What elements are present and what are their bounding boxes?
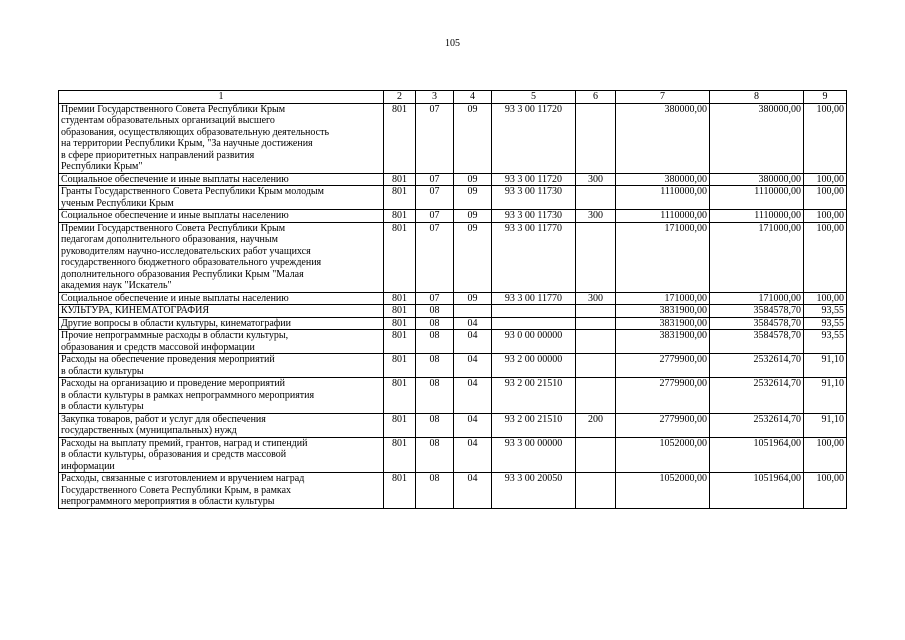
item-name-line: информации	[61, 460, 115, 472]
item-name-line: академия наук "Искатель"	[61, 280, 172, 291]
table-header-row	[59, 91, 847, 104]
table-row	[59, 437, 847, 473]
item-name-line: педагогам дополнительного образования, научным	[61, 234, 278, 245]
cell-subsection: 09	[454, 186, 492, 210]
cell-execution-percent: 100,00	[804, 222, 847, 292]
cell-target-article: 93 2 00 00000	[492, 354, 576, 378]
cell-subsection: 04	[454, 413, 492, 437]
item-name-line: Премии Государственного Совета Республики Крым	[61, 222, 286, 234]
cell-planned-amount: 1110000,00	[616, 186, 710, 210]
header-cell: 2	[384, 91, 416, 104]
cell-planned-amount: 3831900,00	[616, 317, 710, 330]
table-row	[59, 305, 847, 318]
cell-section: 08	[416, 305, 454, 318]
table-row	[59, 292, 847, 305]
cell-chapter: 801	[384, 413, 416, 437]
cell-chapter: 801	[384, 354, 416, 378]
cell-expense-type	[576, 473, 616, 509]
cell-expense-type	[576, 330, 616, 354]
cell-expense-type	[576, 317, 616, 330]
item-name-line: Расходы на организацию и проведение мероприятий	[61, 378, 286, 389]
cell-planned-amount: 3831900,00	[616, 330, 710, 354]
cell-planned-amount: 380000,00	[616, 103, 710, 173]
item-name-line: государственного бюджетного образовательного учреждения	[61, 257, 322, 268]
cell-executed-amount: 3584578,70	[710, 330, 804, 354]
cell-section: 07	[416, 186, 454, 210]
item-name-line: образования, осуществляющих образовательную деятельность	[61, 126, 330, 138]
cell-execution-percent: 100,00	[804, 292, 847, 305]
cell-item-name	[59, 354, 384, 378]
cell-item-name	[59, 378, 384, 414]
table-row	[59, 186, 847, 210]
cell-chapter: 801	[384, 292, 416, 305]
cell-chapter: 801	[384, 103, 416, 173]
cell-expense-type	[576, 186, 616, 210]
header-cell: 4	[454, 91, 492, 104]
cell-subsection: 09	[454, 210, 492, 223]
cell-item-name	[59, 186, 384, 210]
cell-planned-amount: 380000,00	[616, 173, 710, 186]
header-cell: 5	[492, 91, 576, 104]
cell-item-name	[59, 437, 384, 473]
cell-chapter: 801	[384, 186, 416, 210]
table-row	[59, 317, 847, 330]
cell-chapter: 801	[384, 210, 416, 223]
cell-target-article: 93 3 00 11720	[492, 173, 576, 186]
cell-executed-amount: 1051964,00	[710, 437, 804, 473]
header-cell: 1	[59, 91, 384, 104]
cell-subsection: 04	[454, 354, 492, 378]
cell-item-name	[59, 413, 384, 437]
item-name-line: Расходы на обеспечение проведения мероприятий	[61, 354, 275, 365]
cell-executed-amount: 1110000,00	[710, 210, 804, 223]
item-name-line: КУЛЬТУРА, КИНЕМАТОГРАФИЯ	[61, 305, 209, 316]
cell-planned-amount: 2779900,00	[616, 413, 710, 437]
cell-subsection	[454, 305, 492, 318]
cell-item-name	[59, 210, 384, 223]
cell-chapter: 801	[384, 317, 416, 330]
cell-execution-percent: 100,00	[804, 210, 847, 223]
cell-planned-amount: 171000,00	[616, 292, 710, 305]
cell-chapter: 801	[384, 305, 416, 318]
cell-target-article: 93 3 00 20050	[492, 473, 576, 509]
item-name-line: в сфере приоритетных направлений развития	[61, 149, 255, 161]
header-cell: 9	[804, 91, 847, 104]
item-name-line: образования и средств массовой информации	[61, 341, 255, 353]
cell-execution-percent: 100,00	[804, 173, 847, 186]
cell-chapter: 801	[384, 222, 416, 292]
item-name-line: в области культуры	[61, 365, 144, 377]
table-row	[59, 354, 847, 378]
cell-executed-amount: 3584578,70	[710, 317, 804, 330]
item-name-line: государственных (муниципальных) нужд	[61, 425, 237, 436]
item-name-line: непрограммного мероприятия в области культуры	[61, 496, 275, 507]
table-row	[59, 330, 847, 354]
item-name-line: в области культуры, образования и средств массовой	[61, 449, 287, 460]
cell-item-name	[59, 173, 384, 186]
cell-section: 08	[416, 317, 454, 330]
cell-planned-amount: 1110000,00	[616, 210, 710, 223]
cell-section: 08	[416, 378, 454, 414]
cell-execution-percent: 100,00	[804, 473, 847, 509]
cell-item-name	[59, 292, 384, 305]
item-name-line: в области культуры в рамках непрограммного мероприятия	[61, 389, 315, 401]
table-row	[59, 413, 847, 437]
cell-section: 08	[416, 330, 454, 354]
cell-chapter: 801	[384, 173, 416, 186]
header-cell: 7	[616, 91, 710, 104]
cell-item-name	[59, 473, 384, 509]
cell-subsection: 04	[454, 330, 492, 354]
cell-executed-amount: 2532614,70	[710, 378, 804, 414]
item-name-line: на территории Республики Крым, "За научные достижения	[61, 138, 313, 149]
cell-subsection: 04	[454, 437, 492, 473]
cell-expense-type	[576, 354, 616, 378]
item-name-line: дополнительного образования Республики Крым "Малая	[61, 268, 304, 280]
cell-target-article	[492, 305, 576, 318]
item-name-line: Расходы на выплату премий, грантов, наград и стипендий	[61, 437, 308, 449]
cell-target-article	[492, 317, 576, 330]
item-name-line: Социальное обеспечение и иные выплаты населению	[61, 292, 289, 304]
cell-executed-amount: 171000,00	[710, 292, 804, 305]
cell-expense-type	[576, 437, 616, 473]
table-row	[59, 103, 847, 173]
cell-section: 07	[416, 173, 454, 186]
cell-target-article: 93 2 00 21510	[492, 378, 576, 414]
cell-chapter: 801	[384, 330, 416, 354]
item-name-line: Другие вопросы в области культуры, кинематографии	[61, 317, 291, 329]
cell-chapter: 801	[384, 437, 416, 473]
cell-execution-percent: 91,10	[804, 354, 847, 378]
item-name-line: Гранты Государственного Совета Республики Крым молодым	[61, 186, 324, 197]
item-name-line: ученым Республики Крым	[61, 197, 174, 209]
cell-target-article: 93 2 00 21510	[492, 413, 576, 437]
cell-executed-amount: 171000,00	[710, 222, 804, 292]
table-row	[59, 378, 847, 414]
cell-expense-type: 300	[576, 292, 616, 305]
cell-subsection: 09	[454, 173, 492, 186]
table-row	[59, 222, 847, 292]
item-name-line: Закупка товаров, работ и услуг для обеспечения	[61, 413, 266, 425]
table-row	[59, 173, 847, 186]
cell-executed-amount: 1110000,00	[710, 186, 804, 210]
item-name-line: Премии Государственного Совета Республики Крым	[61, 103, 286, 115]
cell-target-article: 93 3 00 11770	[492, 292, 576, 305]
header-cell: 6	[576, 91, 616, 104]
cell-execution-percent: 100,00	[804, 437, 847, 473]
item-name-line: Социальное обеспечение и иные выплаты населению	[61, 210, 289, 221]
cell-item-name	[59, 317, 384, 330]
cell-item-name	[59, 222, 384, 292]
cell-target-article: 93 0 00 00000	[492, 330, 576, 354]
table-row	[59, 210, 847, 223]
cell-item-name	[59, 305, 384, 318]
cell-planned-amount: 2779900,00	[616, 378, 710, 414]
cell-expense-type	[576, 103, 616, 173]
cell-section: 08	[416, 437, 454, 473]
header-cell: 3	[416, 91, 454, 104]
cell-subsection: 04	[454, 317, 492, 330]
cell-expense-type	[576, 378, 616, 414]
cell-execution-percent: 91,10	[804, 378, 847, 414]
cell-planned-amount: 171000,00	[616, 222, 710, 292]
cell-execution-percent: 93,55	[804, 330, 847, 354]
item-name-line: Прочие непрограммные расходы в области культуры,	[61, 330, 289, 341]
cell-executed-amount: 380000,00	[710, 173, 804, 186]
budget-table	[58, 90, 847, 509]
cell-subsection: 09	[454, 222, 492, 292]
cell-planned-amount: 2779900,00	[616, 354, 710, 378]
cell-subsection: 09	[454, 103, 492, 173]
table-row	[59, 473, 847, 509]
cell-execution-percent: 100,00	[804, 103, 847, 173]
cell-subsection: 04	[454, 473, 492, 509]
item-name-line: Расходы, связанные с изготовлением и вручением наград	[61, 473, 305, 484]
cell-section: 07	[416, 103, 454, 173]
cell-subsection: 09	[454, 292, 492, 305]
item-name-line: студентам образовательных организаций высшего	[61, 115, 275, 126]
cell-target-article: 93 3 00 11720	[492, 103, 576, 173]
page-number: 105	[445, 38, 460, 49]
cell-planned-amount: 1052000,00	[616, 437, 710, 473]
cell-planned-amount: 3831900,00	[616, 305, 710, 318]
item-name-line: в области культуры	[61, 401, 144, 412]
cell-executed-amount: 380000,00	[710, 103, 804, 173]
cell-target-article: 93 3 00 00000	[492, 437, 576, 473]
cell-execution-percent: 93,55	[804, 317, 847, 330]
item-name-line: Государственного Совета Республики Крым, в рамках	[61, 484, 292, 496]
cell-section: 07	[416, 210, 454, 223]
cell-chapter: 801	[384, 378, 416, 414]
cell-expense-type: 200	[576, 413, 616, 437]
cell-planned-amount: 1052000,00	[616, 473, 710, 509]
cell-executed-amount: 3584578,70	[710, 305, 804, 318]
cell-execution-percent: 100,00	[804, 186, 847, 210]
cell-target-article: 93 3 00 11730	[492, 210, 576, 223]
cell-executed-amount: 1051964,00	[710, 473, 804, 509]
cell-chapter: 801	[384, 473, 416, 509]
cell-item-name	[59, 103, 384, 173]
cell-section: 07	[416, 292, 454, 305]
cell-target-article: 93 3 00 11730	[492, 186, 576, 210]
cell-execution-percent: 91,10	[804, 413, 847, 437]
cell-section: 08	[416, 413, 454, 437]
item-name-line: Социальное обеспечение и иные выплаты населению	[61, 173, 289, 185]
cell-executed-amount: 2532614,70	[710, 413, 804, 437]
cell-section: 07	[416, 222, 454, 292]
cell-section: 08	[416, 473, 454, 509]
cell-expense-type: 300	[576, 210, 616, 223]
cell-expense-type	[576, 305, 616, 318]
header-cell: 8	[710, 91, 804, 104]
item-name-line: Республики Крым"	[61, 161, 143, 172]
cell-item-name	[59, 330, 384, 354]
cell-target-article: 93 3 00 11770	[492, 222, 576, 292]
cell-execution-percent: 93,55	[804, 305, 847, 318]
cell-executed-amount: 2532614,70	[710, 354, 804, 378]
item-name-line: руководителям научно-исследовательских работ учащихся	[61, 245, 311, 257]
cell-section: 08	[416, 354, 454, 378]
cell-expense-type	[576, 222, 616, 292]
cell-subsection: 04	[454, 378, 492, 414]
cell-expense-type: 300	[576, 173, 616, 186]
